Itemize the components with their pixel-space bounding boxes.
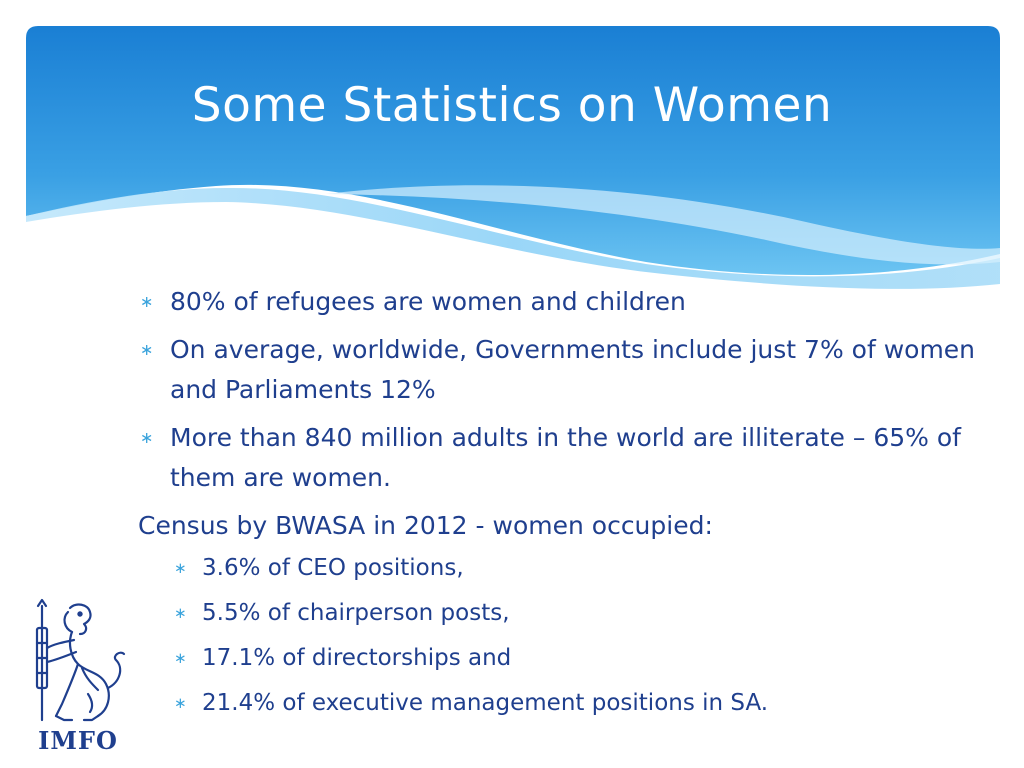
asterisk-bullet-icon: ∗ (174, 694, 187, 712)
slide-title: Some Statistics on Women (191, 78, 833, 133)
title-banner (26, 26, 1000, 296)
bullet-item (138, 418, 988, 498)
asterisk-bullet-icon: ∗ (140, 340, 154, 359)
imfo-logo (28, 598, 138, 758)
bullet-text: On average, worldwide, Governments include just 7% of women and Parliaments 12% (170, 335, 976, 404)
sub-bullet-text: 17.1% of directorships and (202, 645, 512, 671)
bullet-item (138, 282, 988, 322)
census-heading: Census by BWASA in 2012 - women occupied: (138, 511, 713, 540)
wave-banner (26, 26, 1000, 296)
asterisk-bullet-icon: ∗ (140, 292, 154, 311)
bullet-list (138, 282, 988, 498)
sub-bullet-list (138, 550, 988, 721)
asterisk-bullet-icon: ∗ (174, 604, 187, 622)
sub-bullet-text: 3.6% of CEO positions, (202, 555, 464, 581)
heraldic-lion-logo-icon (28, 598, 128, 724)
sub-bullet-text: 5.5% of chairperson posts, (202, 600, 510, 626)
sub-bullet-text: 21.4% of executive management positions in SA. (202, 690, 769, 716)
sub-bullet-item (172, 595, 988, 631)
bullet-text: More than 840 million adults in the world are illiterate – 65% of them are women. (170, 423, 961, 492)
asterisk-bullet-icon: ∗ (140, 428, 154, 447)
sub-bullet-item (172, 550, 988, 586)
bullet-item (138, 330, 988, 410)
bullet-text: 80% of refugees are women and children (170, 287, 686, 316)
slide-body (138, 282, 988, 730)
logo-text: IMFO (38, 726, 118, 755)
sub-bullet-item (172, 685, 988, 721)
asterisk-bullet-icon: ∗ (174, 649, 187, 667)
sub-bullet-item (172, 640, 988, 676)
asterisk-bullet-icon: ∗ (174, 559, 187, 577)
